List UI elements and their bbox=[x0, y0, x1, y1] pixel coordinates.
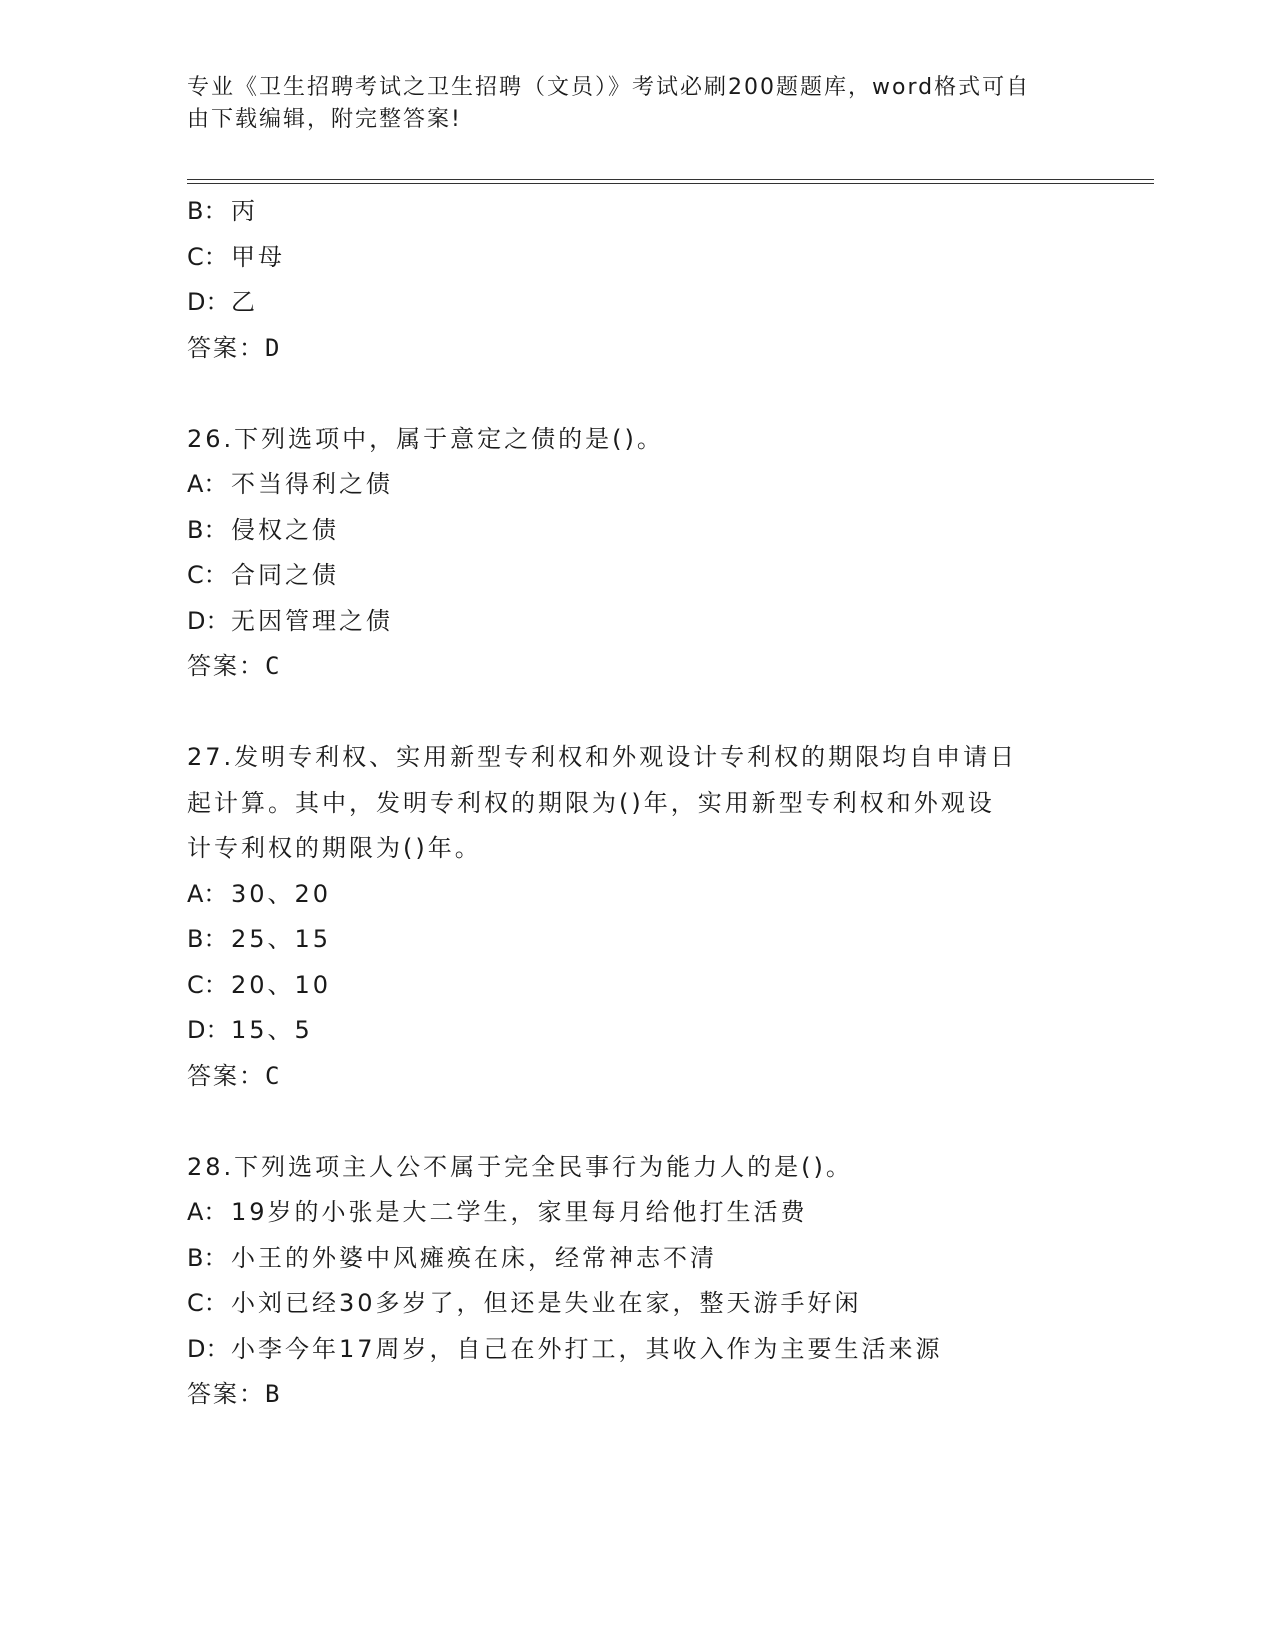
answer-line: 答案：B bbox=[187, 1380, 280, 1408]
answer-line: 答案：C bbox=[187, 1061, 280, 1090]
question-28 bbox=[187, 1145, 1077, 1418]
spacer bbox=[187, 690, 1077, 736]
option-d: D：小李今年17周岁，自己在外打工，其收入作为主要生活来源 bbox=[187, 1334, 943, 1363]
header-line-1: 专业《卫生招聘考试之卫生招聘（文员）》考试必刷200题题库，word格式可自 bbox=[187, 75, 1031, 100]
header-divider bbox=[187, 179, 1154, 180]
spacer bbox=[187, 1099, 1077, 1145]
question-25-continued bbox=[187, 189, 1077, 371]
option-a: A： 30、20 bbox=[187, 879, 332, 908]
header-line-2: 由下载编辑，附完整答案! bbox=[187, 107, 462, 132]
answer-line: 答案：D bbox=[187, 333, 280, 362]
option-a: A： 不当得利之债 bbox=[187, 470, 393, 498]
question-stem: 28.下列选项主人公不属于完全民事行为能力人的是()。 bbox=[187, 1152, 853, 1181]
question-stem: 起计算。其中，发明专利权的期限为()年，实用新型专利权和外观设 bbox=[187, 788, 995, 817]
option-c: C： 合同之债 bbox=[187, 561, 339, 589]
option-d: D：乙 bbox=[187, 288, 258, 316]
spacer bbox=[187, 371, 1077, 417]
option-b: B： 丙 bbox=[187, 197, 258, 225]
answer-line: 答案：C bbox=[187, 652, 280, 680]
option-c: C： 小刘已经30多岁了，但还是失业在家，整天游手好闲 bbox=[187, 1289, 862, 1317]
option-b: B： 25、15 bbox=[187, 925, 332, 953]
option-a: A： 19岁的小张是大二学生，家里每月给他打生活费 bbox=[187, 1198, 808, 1226]
header-divider bbox=[187, 183, 1154, 184]
question-26 bbox=[187, 417, 1077, 690]
question-stem: 27.发明专利权、实用新型专利权和外观设计专利权的期限均自申请日 bbox=[187, 743, 1018, 771]
document-header bbox=[187, 72, 1077, 136]
option-b: B： 小王的外婆中风瘫痪在床，经常神志不清 bbox=[187, 1243, 717, 1272]
question-27 bbox=[187, 735, 1077, 1099]
option-c: C： 20、10 bbox=[187, 970, 332, 999]
question-list bbox=[187, 189, 1077, 1418]
option-c: C： 甲母 bbox=[187, 242, 285, 271]
option-b: B： 侵权之债 bbox=[187, 515, 339, 544]
question-stem: 26.下列选项中，属于意定之债的是()。 bbox=[187, 424, 664, 453]
option-d: D：无因管理之债 bbox=[187, 606, 393, 635]
question-stem: 计专利权的期限为()年。 bbox=[187, 834, 482, 862]
option-d: D：15、5 bbox=[187, 1016, 313, 1044]
